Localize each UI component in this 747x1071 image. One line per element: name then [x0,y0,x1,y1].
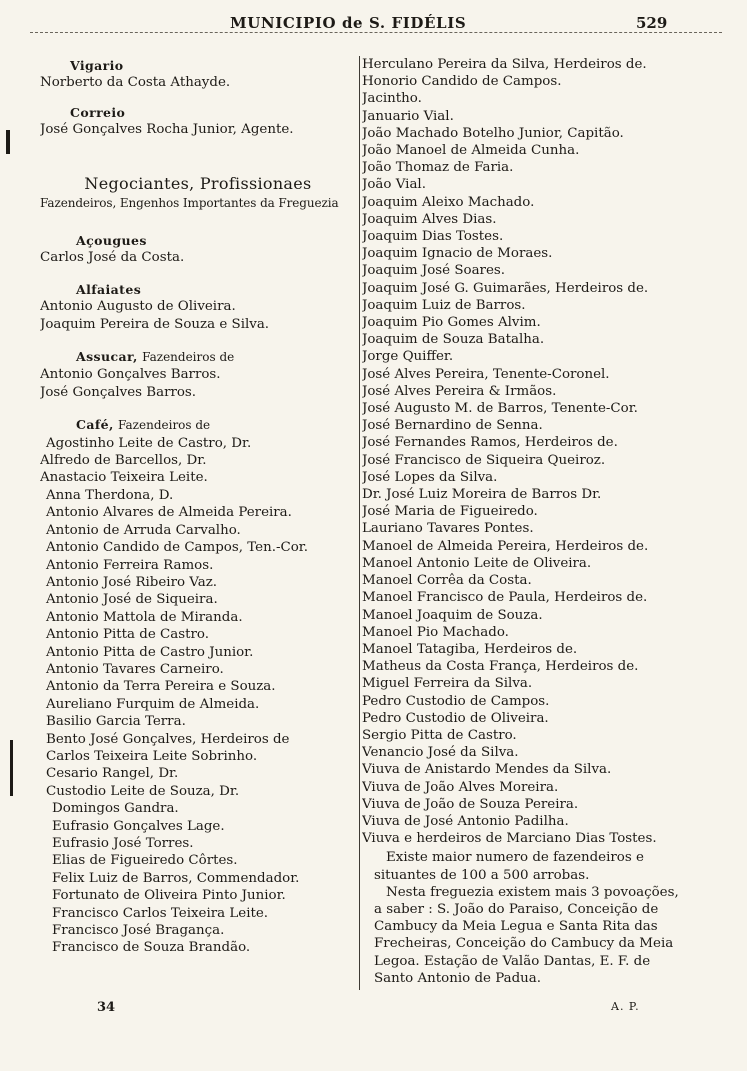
list-item: Manoel de Almeida Pereira, Herdeiros de. [362,538,649,554]
list-item: Joaquim Luiz de Barros. [362,297,526,313]
note-line: situantes de 100 a 500 arrobas. [374,867,590,883]
list-item: Joaquim José G. Guimarães, Herdeiros de. [362,280,649,296]
list-item: Francisco de Souza Brandão. [52,940,251,956]
list-item: Jacintho. [362,91,422,107]
list-item: Matheus da Costa França, Herdeiros de. [362,659,639,675]
vigario-heading: Vigario [70,58,124,73]
cafe-list [40,435,356,957]
list-item: Antonio Gonçalves Barros. [40,367,221,383]
list-item: Antonio Augusto de Oliveira. [40,299,236,315]
acougues-heading: Açougues [76,232,147,248]
list-item: Manoel Francisco de Paula, Herdeiros de. [362,590,648,606]
list-item: Jorge Quiffer. [362,349,454,365]
note-line: Existe maior numero de fazendeiros e [386,850,644,866]
list-item: Joaquim de Souza Batalha. [362,332,545,348]
list-item: Viuva de José Antonio Padilha. [362,813,569,829]
list-item: Antonio Pitta de Castro. [46,627,209,643]
list-item: Joaquim Ignacio de Moraes. [362,246,553,262]
note-line: Nesta freguezia existem mais 3 povoações, [386,884,679,900]
list-item: Antonio Ferreira Ramos. [46,557,214,573]
list-item: Joaquim Dias Tostes. [362,229,504,245]
cafe-heading-line [40,417,356,434]
signature-number: 34 [97,1000,116,1015]
section-title: Negociantes, Profissionaes [84,173,312,193]
list-item: Herculano Pereira da Silva, Herdeiros de. [362,57,647,72]
list-item: Domingos Gandra. [52,801,179,817]
list-item: Manoel Joaquim de Souza. [362,607,543,623]
cafe-heading: Café, [76,417,114,433]
list-item: Manoel Corrêa da Costa. [362,573,532,589]
list-item: José Francisco de Siqueira Queiroz. [362,452,606,468]
list-item: Cesario Rangel, Dr. [46,766,179,782]
list-item: Felix Luiz de Barros, Commendador. [52,870,300,886]
list-item: Joaquim Pio Gomes Alvim. [362,315,541,331]
list-item: Venancio José da Silva. [362,745,519,761]
list-item: Francisco Carlos Teixeira Leite. [52,905,269,921]
list-item: Miguel Ferreira da Silva. [362,676,533,692]
list-item: José Augusto M. de Barros, Tenente-Cor. [362,401,638,417]
correio-block [40,105,356,138]
list-item: Viuva de João Alves Moreira. [362,779,559,795]
list-item: João Thomaz de Faria. [362,160,514,176]
assucar-heading-suffix: Fazendeiros de [142,350,235,365]
list-item: Joaquim Aleixo Machado. [362,194,535,210]
header-rule [30,32,722,33]
list-item: José Gonçalves Barros. [40,384,197,400]
cafe-heading-suffix: Fazendeiros de [118,418,211,433]
list-item: Agostinho Leite de Castro, Dr. [46,435,252,451]
list-item: Dr. José Luiz Moreira de Barros Dr. [362,487,602,503]
vigario-block [40,58,356,91]
list-item: Elias de Figueiredo Côrtes. [52,853,238,869]
alfaiates-heading: Alfaiates [76,282,142,298]
list-item: Antonio Tavares Carneiro. [46,661,224,677]
list-item: Pedro Custodio de Oliveira. [362,710,549,726]
list-item: Antonio José de Siqueira. [46,592,218,608]
note-povoacoes [362,884,702,987]
list-item: José Lopes da Silva. [362,469,498,485]
cafe-list-continued [362,56,702,847]
list-item: José Maria de Figueiredo. [362,504,538,520]
list-item: Januario Vial. [362,108,454,124]
list-item: Anastacio Teixeira Leite. [40,470,208,486]
list-item: Viuva de João de Souza Pereira. [362,796,579,812]
left-column [40,58,356,966]
margin-mark [6,130,10,154]
list-item: José Alves Pereira, Tenente-Coronel. [362,366,610,382]
list-item: Bento José Gonçalves, Herdeiros de [46,731,290,747]
list-item: Antonio José Ribeiro Vaz. [46,574,218,590]
margin-mark [10,740,13,796]
list-item: João Machado Botelho Junior, Capitão. [362,125,624,141]
list-item: Joaquim Pereira de Souza e Silva. [40,316,270,332]
list-item: Antonio Mattola de Miranda. [46,609,243,625]
footer-initials: A. P. [611,1000,640,1013]
list-item: Viuva de Anistardo Mendes da Silva. [362,762,612,778]
page-number: 529 [636,14,668,32]
list-item: Honorio Candido de Campos. [362,74,562,90]
section-subtitle: Fazendeiros, Engenhos Importantes da Freguezia [40,195,339,210]
column-divider [359,56,360,990]
acougues-block [40,233,356,266]
list-item: Viuva e herdeiros de Marciano Dias Tostes. [362,831,657,847]
list-item: João Manoel de Almeida Cunha. [362,143,580,159]
list-item: Eufrasio Gonçalves Lage. [52,818,225,834]
list-item: Alfredo de Barcellos, Dr. [40,453,207,469]
list-item: Manoel Pio Machado. [362,624,509,640]
alfaiates-block [40,282,356,333]
right-column [362,56,702,987]
list-item: José Bernardino de Senna. [362,418,543,434]
note-fazendeiros [362,849,702,883]
list-item: José Alves Pereira & Irmãos. [362,383,557,399]
list-item: Carlos Teixeira Leite Sobrinho. [46,748,258,764]
list-item: Antonio de Arruda Carvalho. [46,522,241,538]
list-item: Antonio Alvares de Almeida Pereira. [46,505,292,521]
list-item: Antonio da Terra Pereira e Souza. [46,679,276,695]
list-item: Eufrasio José Torres. [52,836,194,851]
cafe-block [40,417,356,957]
assucar-heading-line [40,349,356,366]
list-item: Anna Therdona, D. [46,487,174,503]
list-item: Custodio Leite de Souza, Dr. [46,783,240,799]
vigario-name: Norberto da Costa Athayde. [40,75,231,90]
note-line: Santo Antonio de Padua. [374,970,542,986]
list-item: Antonio Pitta de Castro Junior. [46,644,254,660]
running-title: MUNICIPIO de S. FIDÉLIS [230,14,467,32]
list-item: Fortunato de Oliveira Pinto Junior. [52,888,286,904]
note-line: Frecheiras, Conceição do Cambucy da Meia [374,936,674,952]
list-item: Lauriano Tavares Pontes. [362,521,534,537]
list-item: Sergio Pitta de Castro. [362,727,517,743]
list-item: Joaquim Alves Dias. [362,211,497,227]
list-item: Carlos José da Costa. [40,249,185,265]
list-item: Pedro Custodio de Campos. [362,693,550,709]
page-header [0,8,747,34]
note-line: Legoa. Estação de Valão Dantas, E. F. de [374,953,651,969]
list-item: Basilio Garcia Terra. [46,714,186,730]
assucar-heading: Assucar, [76,349,138,365]
list-item: José Fernandes Ramos, Herdeiros de. [362,435,618,451]
list-item: Antonio Candido de Campos, Ten.-Cor. [46,540,308,556]
note-line: Cambucy da Meia Legua e Santa Rita das [374,919,658,935]
list-item: Joaquim José Soares. [362,263,506,279]
list-item: Aureliano Furquim de Almeida. [46,696,260,712]
correio-name: José Gonçalves Rocha Junior, Agente. [40,122,294,138]
list-item: João Vial. [362,177,426,193]
assucar-block [40,349,356,401]
list-item: Manoel Tatagiba, Herdeiros de. [362,641,578,657]
list-item: Francisco José Bragança. [52,923,225,939]
note-line: a saber : S. João do Paraiso, Conceição de [374,901,659,917]
list-item: Manoel Antonio Leite de Oliveira. [362,555,592,571]
correio-heading: Correio [70,105,126,121]
